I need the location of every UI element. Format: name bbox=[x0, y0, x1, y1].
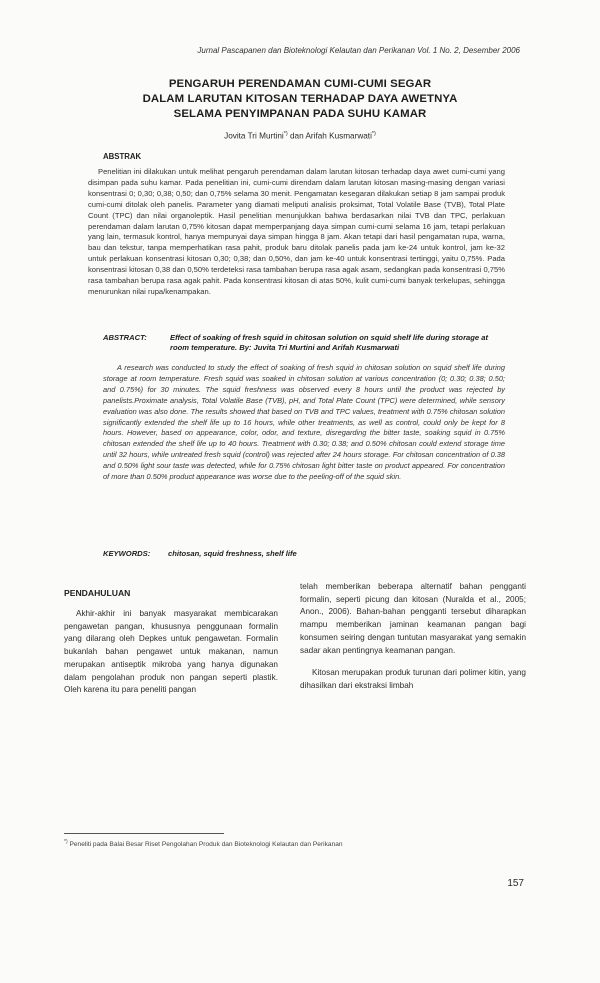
left-column bbox=[64, 608, 278, 697]
footnote bbox=[64, 839, 484, 848]
author-2-marker: *) bbox=[371, 131, 376, 137]
title-line-1: PENGARUH PERENDAMAN CUMI-CUMI SEGAR bbox=[168, 78, 432, 90]
author-1-marker: *) bbox=[283, 131, 288, 137]
author-1: Jovita Tri Murtini bbox=[224, 131, 284, 141]
author-connector: dan bbox=[289, 131, 304, 141]
right-column bbox=[300, 581, 526, 693]
pendahuluan-heading: PENDAHULUAN bbox=[64, 588, 131, 598]
title-line-3: SELAMA PENYIMPANAN PADA SUHU KAMAR bbox=[173, 108, 427, 120]
footnote-text: Peneliti pada Balai Besar Riset Pengolahan Produk dan Bioteknologi Kelautan dan Perikanan bbox=[69, 841, 343, 849]
footnote-marker: *) bbox=[64, 839, 68, 845]
running-head: Jurnal Pascapanen dan Bioteknologi Kelautan dan Perikanan Vol. 1 No. 2, Desember 2006 bbox=[197, 46, 520, 55]
intro-paragraph-2: telah memberikan beberapa alternatif bahan pengganti formalin, seperti picung dan kitosan (Nuralda et al., 2005; Anon., 2006). Bahan-bahan pengganti tersebut diharapkan mampu memberikan jaminan keamanan pangan bagi konsumen seiring dengan tuntutan masyarakat yang semakin sadar akan pentingnya keamanan pangan. bbox=[300, 582, 526, 655]
intro-paragraph-3: Kitosan merupakan produk turunan dari polimer kitin, yang dihasilkan dari ekstraksi limbah bbox=[300, 668, 526, 690]
intro-paragraph-1: Akhir-akhir ini banyak masyarakat membicarakan pengawetan pangan, khususnya penggunaan formalin yang dilarang oleh Depkes untuk pengawetan. Formalin bukanlah bahan pengawet untuk makanan, namun merupakan antiseptik mikroba yang hanya digunakan dalam pengolahan produk non pangan seperti plastik. Oleh karena itu para peneliti pangan bbox=[64, 609, 278, 695]
abstract-label: ABSTRACT: bbox=[103, 333, 147, 342]
abstrak-heading: ABSTRAK bbox=[103, 152, 142, 161]
authors bbox=[150, 131, 450, 141]
abstract-body: A research was conducted to study the effect of soaking of fresh squid in chitosan solution on squid shelf life during storage at room temperature. Fresh squid was soaked in chitosan solution at various concentration (0; 0.30; 0.38; 0.50; and 0.75%) for 30 minutes. The squid freshness was observed every 8 hours until the product was rejected by panelists.Proximate analysis, Total Volatile Base (TVB), pH, and Total Plate Count (TPC) were determined, while sensory evaluation was also done. The results showed that based on TVB and TPC values, treatment with 0.75% chitosan solution significantly extended the shelf life up to 16 hours, while other treatments, as well as control, could only be kept for 8 hours. However, based on appearance, color, odor, and texture, disregarding the bitter taste, soaking squid in 0.75% chitosan extended the shelf life up to 40 hours. Treatment with 0.30; 0.38; and 0.50% chitosan could extend storage time until 32 hours, while untreated fresh squid (control) was rejected after 24 hours storage. For chitosan concentration of 0.38 and 0.50% light sour taste was detected, while for 0.75% chitosan light bitter taste on product appeared. For concentration of more than 0.50% product appearance was worse due to the peeling-off of the squid skin. bbox=[103, 363, 505, 482]
footnote-divider bbox=[64, 833, 224, 834]
abstrak-body: Penelitian ini dilakukan untuk melihat pengaruh perendaman dalam larutan kitosan terhadap daya awet cumi-cumi yang disimpan pada suhu kamar. Pada penelitian ini, cumi-cumi direndam dalam larutan kitosan masing-masing dengan variasi konsentrasi 0; 0,30; 0,38; 0,50; dan 0,75% selama 30 menit. Pengamatan kesegaran dilakukan setiap 8 jam sampai produk cumi-cumi ditolak oleh panelis. Parameter yang diamati meliputi analisis proksimat, Total Volatile Base (TVB), Total Plate Count (TPC) dan nilai organoleptik. Hasil penelitian menunjukkan bahwa berdasarkan nilai TVB dan TPC, perlakuan perendaman dalam larutan 0,75% kitosan dapat memperpanjang daya simpan cumi-cumi selama 16 jam, tetapi perlakuan yang lain, termasuk kontrol, hanya mempunyai daya simpan hingga 8 jam. Akan tetapi dari hasil pengamatan rupa, warna, bau dan tekstur, tanpa memperhatikan rasa pahit, produk baru ditolak panelis pada jam ke-24 untuk kontrol, jam ke-32 untuk perlakuan konsentrasi kitosan 0,30; 0,38; dan 0,50%, dan jam ke-40 untuk konsentrasi tertinggi, yaitu 0,75%. Pada konsentrasi kitosan 0,38 dan 0,50% terdeteksi rasa tambahan berupa rasa agak asam, sedangkan pada konsentrasi 0,75% rasa tambahan berupa rasa agak pahit. Pada konsentrasi kitosan di atas 50%, kulit cumi-cumi banyak terkelupas, sehingga menurunkan nilai rupa/kenampakan. bbox=[88, 167, 505, 296]
abstract-lead: Effect of soaking of fresh squid in chitosan solution on squid shelf life during storage at room temperature. By: Juvita Tri Murtini and Arifah Kusmarwati bbox=[170, 333, 488, 353]
keywords-label: KEYWORDS: bbox=[103, 549, 151, 558]
keywords-text: chitosan, squid freshness, shelf life bbox=[168, 549, 297, 558]
page-number: 157 bbox=[507, 878, 524, 889]
author-2: Arifah Kusmarwati bbox=[305, 131, 372, 141]
title-line-2: DALAM LARUTAN KITOSAN TERHADAP DAYA AWETNYA bbox=[142, 93, 458, 105]
